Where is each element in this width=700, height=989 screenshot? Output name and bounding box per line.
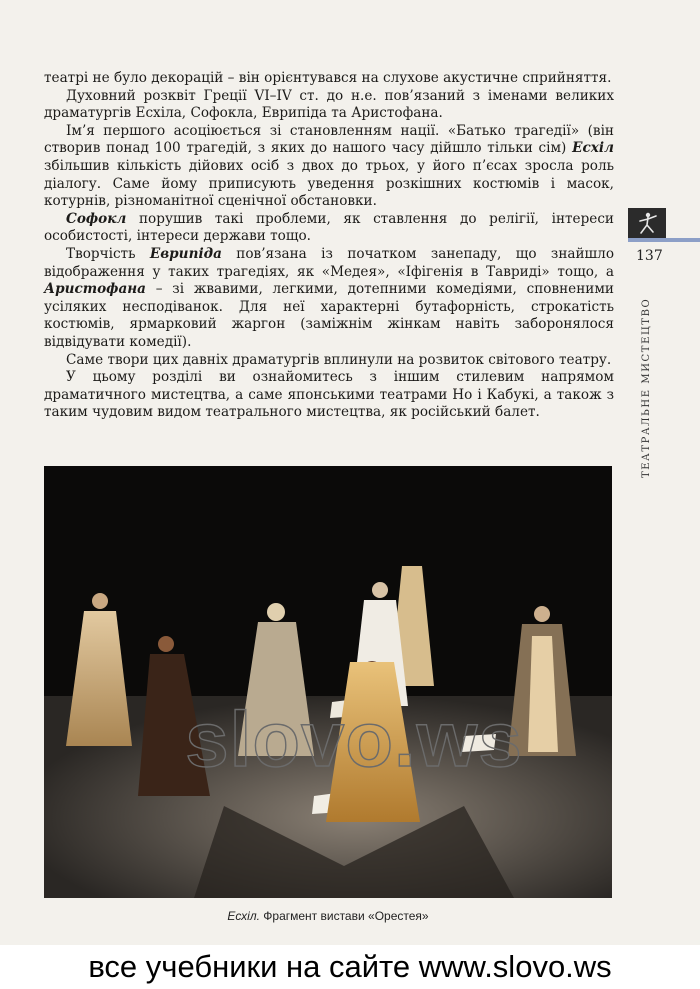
paragraph-5-a: Творчість bbox=[66, 245, 136, 262]
caption-text: Фрагмент вистави «Орестея» bbox=[263, 909, 429, 923]
paragraph-3-text: Ім’я першого асоціюється зі становленням нації. «Батько трагедії» (він створив понад 100 трагедій, з яких до нашого часу дійшло тільки сім) bbox=[44, 122, 614, 157]
paragraph-7: У цьому розділі ви ознайомитесь з іншим стилевим напрямом драматичного мистецтва, а саме японськими театрами Но і Кабукі, а також з таким чудовим видом театрального мистецтва, як російський балет. bbox=[44, 369, 614, 421]
paragraph-4 bbox=[44, 211, 614, 246]
footer-banner[interactable]: все учебники на сайте www.slovo.ws bbox=[0, 945, 700, 989]
figure-caption bbox=[0, 909, 656, 923]
paragraph-5-b: пов’язана із початком занепаду, що знайшло відображення у таких трагедіях, як «Медея», «Іфігенія в Тавриді» тощо, а bbox=[44, 245, 615, 280]
paragraph-5-c: – зі жвавими, легкими, дотепними комедіями, сповненими усіляких несподіванок. Для неї характерні бутафорність, строкатість костюмів, ярмарковий жаргон (заміжнім жінкам навіть заборонялося відвідувати комедії). bbox=[44, 281, 614, 350]
dancer-icon bbox=[628, 208, 666, 238]
chapter-marker-stripe bbox=[628, 238, 700, 242]
name-euripides: Еврипіда bbox=[149, 245, 222, 262]
paragraph-4-rest: порушив такі проблеми, як ставлення до релігії, інтереси особистості, інтереси держави тощо. bbox=[44, 210, 614, 245]
paragraph-1: театрі не було декорацій – він орієнтувався на слухове акустичне сприйняття. bbox=[44, 70, 612, 86]
name-aristophanes: Аристофана bbox=[44, 281, 146, 298]
caption-author: Есхіл. bbox=[227, 909, 260, 923]
paragraph-5 bbox=[44, 246, 614, 352]
body-text bbox=[44, 70, 614, 422]
stage-photo bbox=[44, 466, 612, 898]
paragraph-3-rest: збільшив кількість дійових осіб з двох до трьох, у його п’єсах зросла роль діалогу. Саме йому приписують уведення розкішних костюмів і масок, котурнів, різноманітної сценічної обстановки. bbox=[44, 157, 614, 210]
section-title: ТЕАТРАЛЬНЕ МИСТЕЦТВО bbox=[641, 297, 652, 478]
watermark: slovo.ws bbox=[185, 695, 523, 783]
page-number: 137 bbox=[636, 248, 663, 264]
name-eschylus: Есхіл bbox=[572, 140, 614, 157]
paragraph-3 bbox=[44, 123, 614, 211]
chapter-marker-block bbox=[628, 208, 666, 238]
name-sophocles: Софокл bbox=[66, 210, 127, 227]
paragraph-2: Духовний розквіт Греції VI–IV ст. до н.е. пов’язаний з іменами великих драматургів Есхіла, Софокла, Еврипіда та Аристофана. bbox=[44, 87, 614, 122]
paragraph-6: Саме твори цих давніх драматургів вплинули на розвиток світового театру. bbox=[66, 351, 612, 368]
